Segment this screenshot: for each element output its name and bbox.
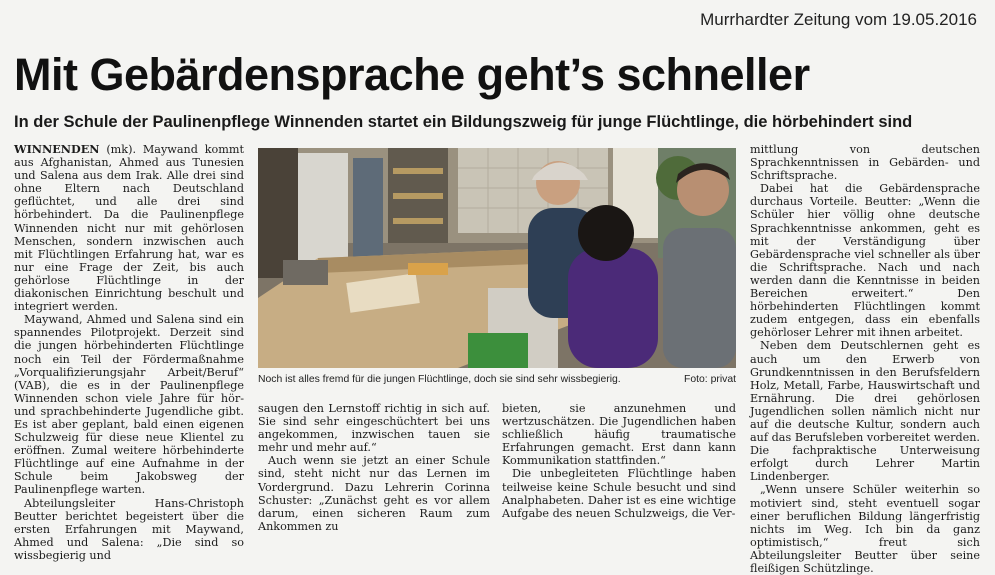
article-column-2 [258,402,490,533]
article-paragraph: saugen den Lernstoff richtig in sich auf. Sie sind sehr eingeschüchtert bei uns angekommen, inzwischen tauen sie mehr und mehr auf.“ [258,402,490,455]
classroom-photo-illustration [258,148,736,368]
article-paragraph [14,143,244,313]
article-paragraph: bieten, sie anzunehmen und wertzuschätzen. Die Jugendlichen haben schließlich häufig traumatische Erfahrungen gemacht. Erst dann kann Kommunikation stattfinden.“ [502,402,736,468]
article-paragraph: Neben dem Deutschlernen geht es auch um den Erwerb von Grundkenntnissen in den Berufsfeldern Holz, Metall, Farbe, Hauswirtschaft und Ernährung. Die drei gehörlosen Jugendlichen sollen nämlich nicht nur auf die deutsche Kultur, sondern auch auf das Berufsleben vorbereitet werden. Die fachpraktische Unterweisung erfolgt durch Lehrer Martin Lindenberger. [750,339,980,484]
photo-caption [258,374,736,385]
classroom-photo [258,148,736,368]
newspaper-source-date: Murrhardter Zeitung vom 19.05.2016 [700,10,977,29]
article-paragraph: mittlung von deutschen Sprachkenntnissen in Gebärden- und Schriftsprache. [750,143,980,183]
photo-credit: Foto: privat [684,374,736,385]
article-column-4 [750,143,980,575]
headline: Mit Gebärdensprache geht’s schneller [14,49,810,100]
article-paragraph: Auch wenn sie jetzt an einer Schule sind, steht nicht nur das Lernen im Vordergrund. Dazu Lehrerin Corinna Schuster: „Zunächst geht es vor allem darum, einen sicheren Raum zum Ankommen zu [258,454,490,533]
article-column-3 [502,402,736,530]
article-column-1 [14,142,244,562]
article-paragraph: Dabei hat die Gebärdensprache durchaus Vorteile. Beutter: „Wenn die Schüler hier völlig ohne deutsche Sprachkenntnisse ankommen, geht es mit der Verständigung über Gebärdensprache viel schneller als über die Schriftsprache. Nach und nach werden dann die Kenntnisse in beiden Bereichen erweitert.“ Den hörbehinderten Flüchtlingen kommt zudem entgegen, dass ein ebenfalls gehörloser Lehrer mit ihnen arbeitet. [750,182,980,340]
article-paragraph: Abteilungsleiter Hans-Christoph Beutter berichtet begeistert über die ersten Erfahrungen mit Maywand, Ahmed und Salena: „Die sind so wissbegierig und [14,496,244,562]
article-paragraph: „Wenn unsere Schüler weiterhin so motiviert sind, steht eventuell sogar einer beruflichen Bildung längerfristig nichts im Weg. Ich bin da ganz optimistisch,“ freut sich Abteilungsleiter Beutter über seine fleißigen Schützlinge. [750,483,980,575]
caption-text: Noch ist alles fremd für die jungen Flüchtlinge, doch sie sind sehr wissbegierig. [258,374,621,385]
article-paragraph: Maywand, Ahmed und Salena sind ein spannendes Pilotprojekt. Derzeit sind die jungen hörbehinderten Flüchtlinge noch ein Teil der Fördermaßnahme „Vorqualifizierungsjahr Arbeit/Beruf“ (VAB), die es in der Paulinenpflege Winnenden schon viele Jahre für hör- und sprachbehinderte Jugendliche gibt. Es ist aber geplant, bald einen eigenen Schulzweig für diese neue Klientel zu eröffnen. Zumal weitere hörbehinderte Flüchtlinge auf eine Aufnahme in der Schule beim Jakobsweg der Paulinenpflege warten. [14,313,244,497]
paragraph-text: (mk). Maywand kommt aus Afghanistan, Ahmed aus Tunesien und Salena aus dem Irak. Alle drei sind ohne Eltern nach Deutschland geflüchtet, und alle drei sind hörbehindert. Da die Paulinenpflege Winnenden nicht nur mit gehörlosen Menschen, sondern inzwischen auch mit Flüchtlingen Erfahrung hat, war es nur eine Frage der Zeit, bis auch gehörlose Flüchtlinge in der diakonischen Einrichtung beschult und integriert werden. [14,143,244,314]
subheadline: In der Schule der Paulinenpflege Winnenden startet ein Bildungszweig für junge Flüchtlinge, die hörbehindert sind [14,113,913,131]
article-paragraph: Die unbegleiteten Flüchtlinge haben teilweise keine Schule besucht und sind Analphabeten. Daher ist es eine wichtige Aufgabe des neuen Schulzweigs, die Ver- [502,467,736,520]
dateline: WINNENDEN [14,142,100,156]
